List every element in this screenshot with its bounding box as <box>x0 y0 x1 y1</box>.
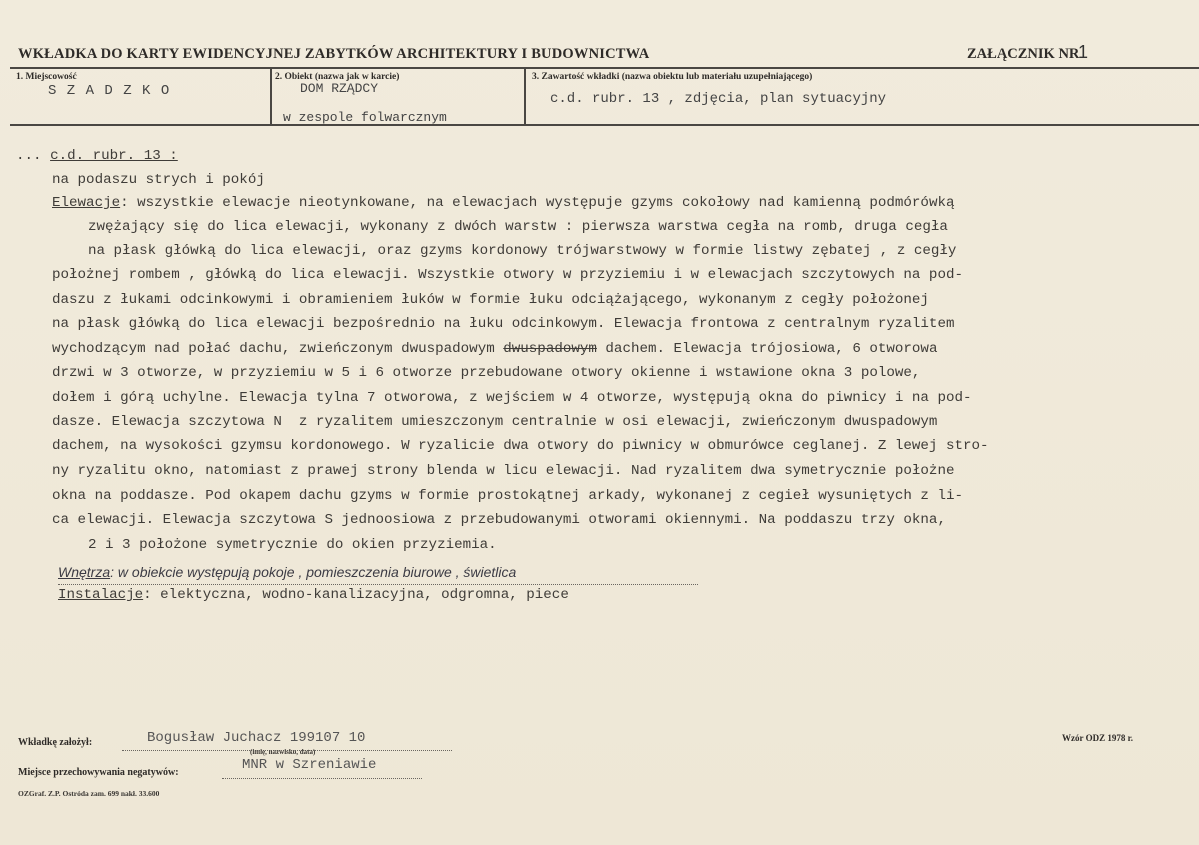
wnetrza-heading: Wnętrza <box>58 564 111 580</box>
storage-label: Miejsce przechowywania negatywów: <box>18 767 179 778</box>
form-model: Wzór ODZ 1978 r. <box>1062 733 1133 743</box>
body-line: położnej rombem , główką do lica elewacji. Wszystkie otwory w przyziemiu i w elewacjach szczytowych na pod- <box>52 267 963 283</box>
field-divider-2 <box>524 67 526 124</box>
header-rule-bottom <box>10 124 1199 126</box>
dach-text-a: wychodzącym nad połać dachu, zwieńczonym dwuspadowym <box>52 341 504 357</box>
place-label: 1. Miejscowość <box>16 72 77 82</box>
printer-imprint: OZGraf. Z.P. Ostróda zam. 699 nakł. 33.600 <box>18 789 160 798</box>
instalacje-heading: Instalacje <box>58 587 144 603</box>
wnetrza-text: : w obiekcie występują pokoje , pomieszczenia biurowe , świetlica <box>110 564 517 580</box>
struck-word: dwuspadowym <box>503 341 597 357</box>
annex-label: ZAŁĄCZNIK NR <box>967 46 1080 62</box>
body-line: okna na poddasze. Pod okapem dachu gzyms w formie prostokątnej arkady, wykonanej z cegieł wysuniętych z li- <box>52 488 963 504</box>
wnetrza-line <box>58 564 516 580</box>
attic-line: na podaszu strych i pokój <box>52 172 265 188</box>
body-line: drzwi w 3 otworze, w przyziemiu w 5 i 6 otworze przebudowane otwory okienne i wstawione okna 3 polowe, <box>52 365 921 381</box>
continuation-line <box>16 148 178 164</box>
body-line: dachem, na wysokości gzymsu kordonowego. W ryzalicie dwa otwory do piwnicy w obmurówce ceglanej. Z lewej stro- <box>52 438 989 454</box>
handwriting-rule <box>58 584 698 585</box>
field-divider-1 <box>270 67 272 124</box>
instalacje-line <box>58 587 569 603</box>
content-label: 3. Zawartość wkładki (nazwa obiektu lub materiału uzupełniającego) <box>532 72 813 82</box>
body-line: dołem i górą uchylne. Elewacja tylna 7 otworowa, z wejściem w 4 otworze, występują okna do piwnicy i na pod- <box>52 390 972 406</box>
place-value: S Z A D Z K O <box>48 83 171 99</box>
lead-dots: ... <box>16 148 42 164</box>
elewacje-heading: Elewacje <box>52 195 121 211</box>
card-title: WKŁADKA DO KARTY EWIDENCYJNEJ ZABYTKÓW ARCHITEKTURY I BUDOWNICTWA <box>18 46 650 62</box>
storage-value: MNR w Szreniawie <box>242 757 377 773</box>
elewacje-line <box>52 195 955 211</box>
author-label: Wkładkę założył: <box>18 737 93 748</box>
body-line: 2 i 3 położone symetrycznie do okien przyziemia. <box>88 537 497 553</box>
annex-number: 1 <box>1078 42 1089 62</box>
storage-rule <box>222 778 422 779</box>
body-line: daszu z łukami odcinkowymi i obramieniem łuków w formie łuku odciążającego, wykonanym z cegły położonej <box>52 292 929 308</box>
dach-text-b: dachem. Elewacja trójosiowa, 6 otworowa <box>596 341 938 357</box>
content-value: c.d. rubr. 13 , zdjęcia, plan sytuacyjny <box>550 91 887 107</box>
body-line-dach <box>52 341 937 357</box>
author-hint: (imię, nazwisko, data) <box>250 748 316 756</box>
object-value-line2: w zespole folwarcznym <box>283 110 447 125</box>
body-line: zwężający się do lica elewacji, wykonany z dwóch warstw : pierwsza warstwa cegła na romb, druga cegła <box>88 219 948 235</box>
body-line: na płask główką do lica elewacji, oraz gzyms kordonowy trójwarstwowy w formie listwy zębatej , z cegły <box>88 243 957 259</box>
body-line: na płask główką do lica elewacji bezpośrednio na łuku odcinkowym. Elewacja frontowa z centralnym ryzalitem <box>52 316 955 332</box>
author-value: Bogusław Juchacz 199107 10 <box>147 730 366 746</box>
body-line: dasze. Elewacja szczytowa N z ryzalitem umieszczonym centralnie w osi elewacji, zwieńczonym dwuspadowym <box>52 414 938 430</box>
body-line: ca elewacji. Elewacja szczytowa S jednoosiowa z przebudowanymi otworami okiennymi. Na poddaszu trzy okna, <box>52 512 946 528</box>
header-rule-top <box>10 67 1199 69</box>
object-label: 2. Obiekt (nazwa jak w karcie) <box>275 72 400 82</box>
elewacje-text: : wszystkie elewacje nieotynkowane, na elewacjach występuje gzyms cokołowy nad kamienną podmórówką <box>120 195 955 211</box>
body-line: ny ryzalitu okno, natomiast z prawej strony blenda w licu elewacji. Nad ryzalitem dwa symetrycznie położne <box>52 463 955 479</box>
object-value-line1: DOM RZĄDCY <box>300 81 379 96</box>
continuation-ref: c.d. rubr. 13 : <box>50 148 178 164</box>
instalacje-text: : elektyczna, wodno-kanalizacyjna, odgromna, piece <box>143 587 569 603</box>
